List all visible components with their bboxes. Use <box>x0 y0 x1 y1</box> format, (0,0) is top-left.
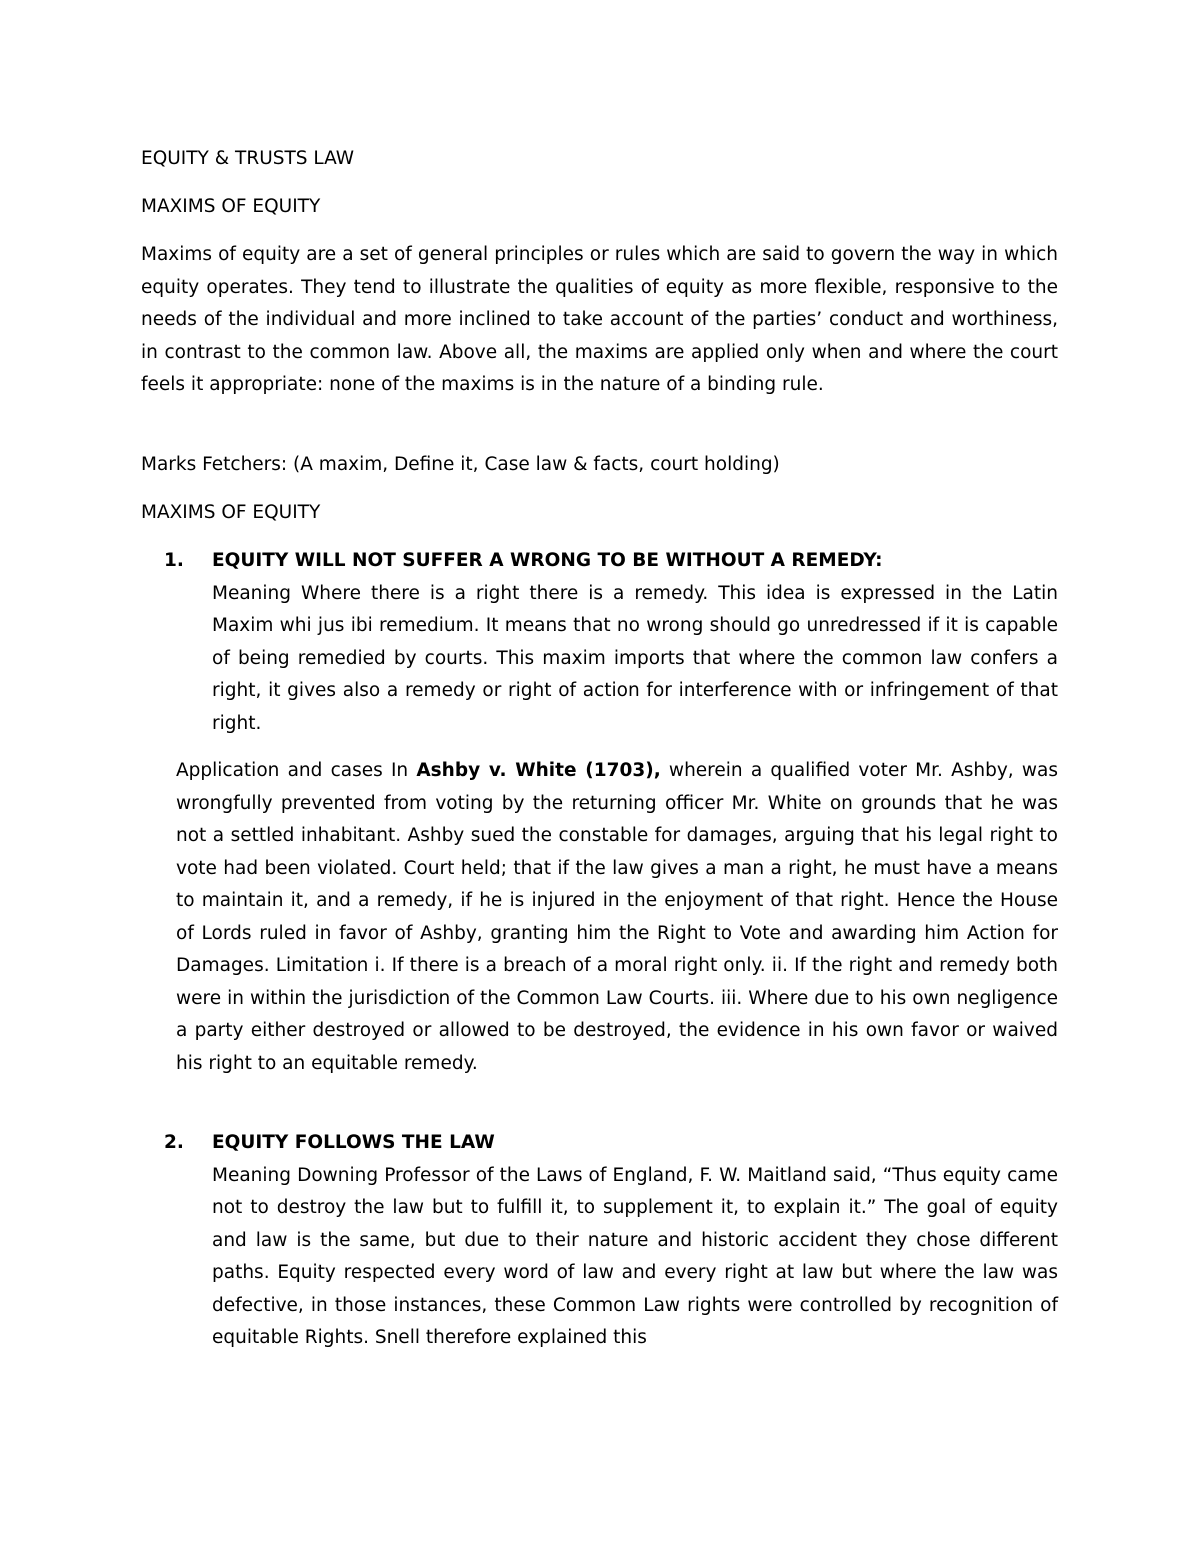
application-paragraph <box>176 755 1058 1080</box>
list-item-title: EQUITY FOLLOWS THE LAW <box>212 1132 495 1153</box>
document-title: EQUITY & TRUSTS LAW <box>141 148 355 169</box>
intro-paragraph: Maxims of equity are a set of general principles or rules which are said to govern the way in which equity operates. They tend to illustrate the qualities of equity as more flexible, responsive to the needs of the individual and more inclined to take account of the parties’ conduct and worthiness, in contrast to the common law. Above all, the maxims are applied only when and where the court feels it appropriate: none of the maxims is in the nature of a binding rule. <box>141 244 1058 395</box>
list-item-meaning: Meaning Downing Professor of the Laws of England, F. W. Maitland said, “Thus equity came not to destroy the law but to fulfill it, to supplement it, to explain it.” The goal of equity and law is the same, but due to their nature and historic accident they chose different paths. Equity respected every word of law and every right at law but where the law was defective, in those instances, these Common Law rights were controlled by recognition of equitable Rights. Snell therefore explained this <box>212 1164 1058 1348</box>
marks-fetchers-line: Marks Fetchers: (A maxim, Define it, Case law & facts, court holding) <box>141 454 780 475</box>
application-lead: Application and cases In <box>176 760 417 781</box>
section-heading-2: MAXIMS OF EQUITY <box>141 502 321 523</box>
list-item-title: EQUITY WILL NOT SUFFER A WRONG TO BE WITHOUT A REMEDY: <box>212 550 883 571</box>
case-name: Ashby v. White (1703), <box>416 760 661 781</box>
section-heading: MAXIMS OF EQUITY <box>141 196 321 217</box>
list-item-number: 1. <box>164 550 184 571</box>
application-text: wherein a qualified voter Mr. Ashby, was wrongfully prevented from voting by the returning officer Mr. White on grounds that he was not a settled inhabitant. Ashby sued the constable for damages, arguing that his legal right to vote had been violated. Court held; that if the law gives a man a right, he must have a means to maintain it, and a remedy, if he is injured in the enjoyment of that right. Hence the House of Lords ruled in favor of Ashby, granting him the Right to Vote and awarding him Action for Damages. Limitation i. If there is a breach of a moral right only. ii. If the right and remedy both were in within the jurisdiction of the Common Law Courts. iii. Where due to his own negligence a party either destroyed or allowed to be destroyed, the evidence in his own favor or waived his right to an equitable remedy. <box>176 760 1058 1074</box>
list-item-number: 2. <box>164 1132 184 1153</box>
list-item-meaning: Meaning Where there is a right there is a remedy. This idea is expressed in the Latin Maxim whi jus ibi remedium. It means that no wrong should go unredressed if it is capable of being remedied by courts. This maxim imports that where the common law confers a right, it gives also a remedy or right of action for interference with or infringement of that right. <box>212 582 1058 734</box>
